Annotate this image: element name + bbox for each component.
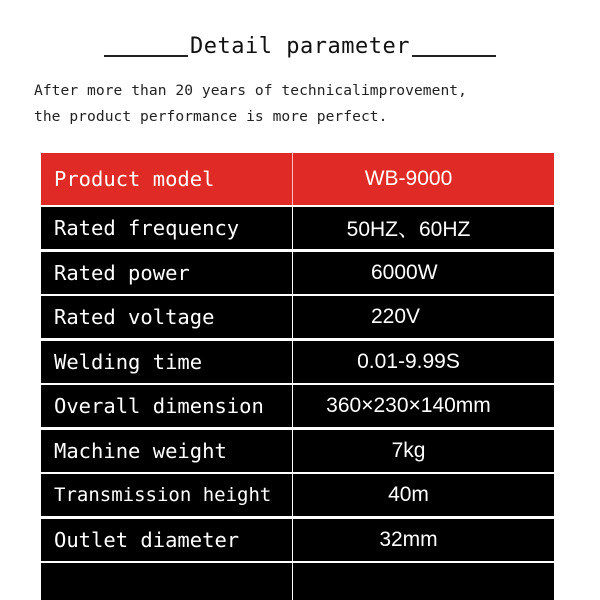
row-label-rated-frequency: Rated frequency (41, 207, 293, 249)
row-value-overall-dimension: 360×230×140mm (326, 394, 491, 417)
row-label-rated-power: Rated power (41, 252, 293, 294)
intro-line-1: After more than 20 years of technicalimprovement, (34, 82, 467, 99)
table-row (41, 207, 554, 249)
header-label: Product model (41, 153, 293, 205)
row-label-welding-time: Welding time (41, 341, 293, 383)
row-value-machine-weight: 7kg (391, 438, 426, 462)
page-title: Detail parameter (190, 33, 410, 59)
row-value-transmission-height: 40m (388, 483, 429, 506)
row-label-empty (41, 563, 293, 600)
table-row (41, 474, 554, 516)
table-row (41, 430, 554, 472)
row-value-rated-power: 6000W (371, 260, 438, 284)
table-row (41, 519, 554, 561)
row-label-machine-weight: Machine weight (41, 430, 293, 472)
row-label-rated-voltage: Rated voltage (41, 296, 293, 338)
row-value-empty (293, 563, 554, 600)
row-value-welding-time: 0.01-9.99S (357, 349, 460, 373)
intro-paragraph (34, 78, 594, 130)
heading-right-rule (412, 35, 496, 57)
row-value-rated-frequency: 50HZ、60HZ (346, 218, 471, 241)
header-value: WB-9000 (364, 167, 453, 190)
row-value-rated-voltage: 220V (371, 305, 421, 328)
row-label-transmission-height: Transmission height (41, 474, 293, 516)
intro-line-2: the product performance is more perfect. (34, 108, 388, 125)
table-row (41, 296, 554, 338)
table-row (41, 341, 554, 383)
table-row (41, 385, 554, 427)
spec-table (41, 153, 554, 600)
table-row (41, 252, 554, 294)
table-header-row (41, 153, 554, 205)
row-label-outlet-diameter: Outlet diameter (41, 519, 293, 561)
table-row-empty (41, 563, 554, 600)
section-heading (0, 30, 600, 62)
row-label-overall-dimension: Overall dimension (41, 385, 293, 427)
heading-left-rule (104, 35, 188, 57)
row-value-outlet-diameter: 32mm (379, 527, 438, 551)
